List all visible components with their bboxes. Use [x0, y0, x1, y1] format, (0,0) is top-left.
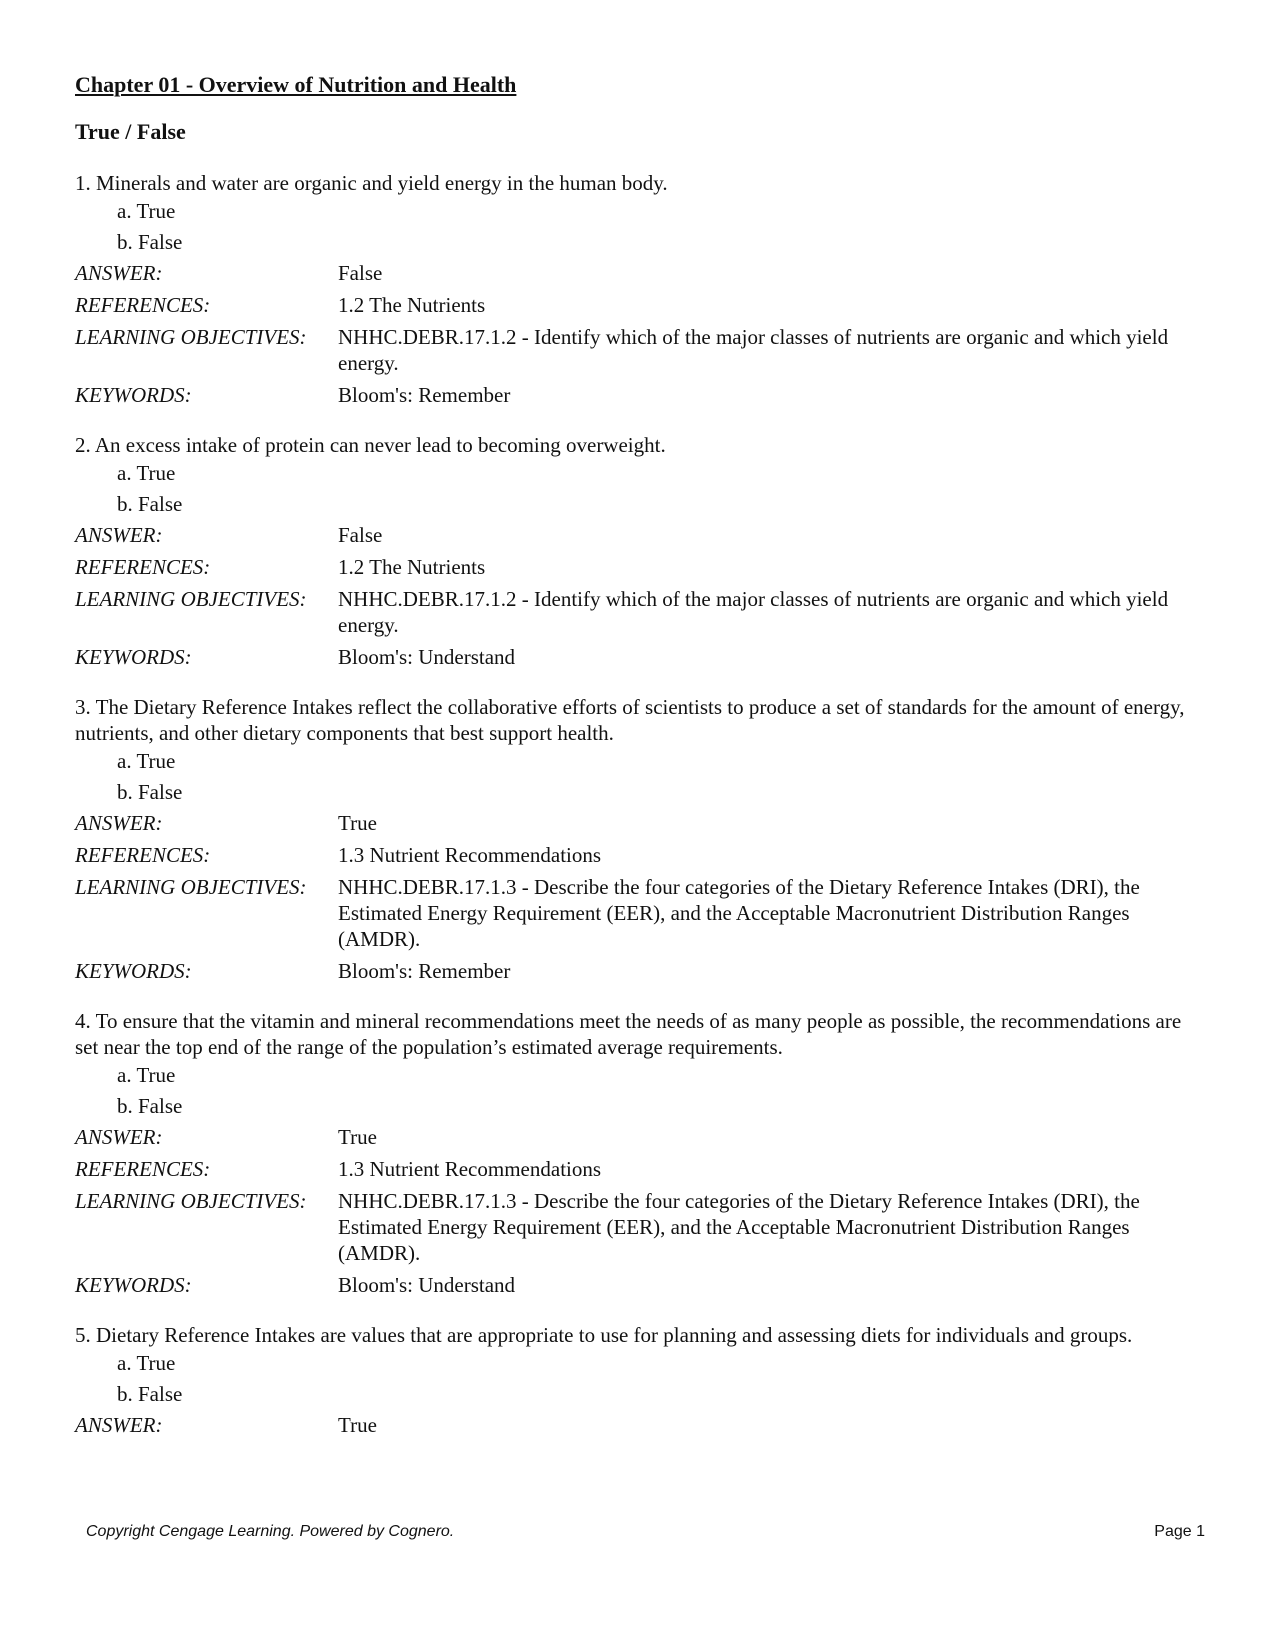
references-row	[75, 842, 1205, 868]
learning-objectives-value: NHHC.DEBR.17.1.2 - Identify which of the major classes of nutrients are organic and which yield energy.	[338, 325, 1169, 375]
learning-objectives-row	[75, 1188, 1205, 1266]
option-false: b. False	[117, 1094, 183, 1118]
learning-objectives-value: NHHC.DEBR.17.1.3 - Describe the four categories of the Dietary Reference Intakes (DRI), the Estimated Energy Requirement (EER), and the Acceptable Macronutrient Distribution Ranges (AMDR).	[338, 1189, 1140, 1265]
keywords-row	[75, 644, 1205, 670]
option-false: b. False	[117, 780, 183, 804]
answer-label: ANSWER:	[75, 523, 163, 547]
answer-value: True	[338, 811, 377, 835]
references-label: REFERENCES:	[75, 843, 211, 867]
answer-value: True	[338, 1413, 377, 1437]
references-label: REFERENCES:	[75, 555, 211, 579]
answer-row	[75, 1412, 1205, 1438]
keywords-value: Bloom's: Remember	[338, 383, 511, 407]
learning-objectives-label: LEARNING OBJECTIVES:	[75, 875, 307, 899]
footer-page-number: Page 1	[1154, 1523, 1205, 1540]
references-value: 1.2 The Nutrients	[338, 293, 486, 317]
answer-value: False	[338, 523, 383, 547]
question-2	[75, 432, 1205, 670]
answer-label: ANSWER:	[75, 261, 163, 285]
option-false: b. False	[117, 492, 183, 516]
keywords-label: KEYWORDS:	[75, 1273, 192, 1297]
references-label: REFERENCES:	[75, 293, 211, 317]
question-1	[75, 170, 1205, 408]
question-text: 4. To ensure that the vitamin and mineral recommendations meet the needs of as many people as possible, the recommendations are set near the top end of the range of the population’s estimated average requirements.	[75, 1009, 1182, 1059]
references-row	[75, 554, 1205, 580]
section-title: True / False	[75, 119, 186, 144]
question-text: 2. An excess intake of protein can never lead to becoming overweight.	[75, 433, 666, 457]
keywords-value: Bloom's: Understand	[338, 1273, 516, 1297]
references-label: REFERENCES:	[75, 1157, 211, 1181]
option-true: a. True	[117, 199, 176, 223]
keywords-label: KEYWORDS:	[75, 383, 192, 407]
question-text: 1. Minerals and water are organic and yield energy in the human body.	[75, 171, 668, 195]
option-false: b. False	[117, 1382, 183, 1406]
answer-row	[75, 260, 1205, 286]
answer-label: ANSWER:	[75, 1125, 163, 1149]
references-value: 1.2 The Nutrients	[338, 555, 486, 579]
learning-objectives-label: LEARNING OBJECTIVES:	[75, 587, 307, 611]
answer-row	[75, 810, 1205, 836]
option-true: a. True	[117, 1063, 176, 1087]
question-4	[75, 1008, 1205, 1298]
question-text: 3. The Dietary Reference Intakes reflect the collaborative efforts of scientists to produce a set of standards for the amount of energy, nutrients, and other dietary components that best support health.	[75, 695, 1185, 745]
answer-row	[75, 522, 1205, 548]
learning-objectives-row	[75, 874, 1205, 952]
learning-objectives-value: NHHC.DEBR.17.1.2 - Identify which of the major classes of nutrients are organic and which yield energy.	[338, 587, 1169, 637]
keywords-row	[75, 382, 1205, 408]
option-true: a. True	[117, 1351, 176, 1375]
answer-value: False	[338, 261, 383, 285]
answer-row	[75, 1124, 1205, 1150]
learning-objectives-label: LEARNING OBJECTIVES:	[75, 325, 307, 349]
references-value: 1.3 Nutrient Recommendations	[338, 1157, 602, 1181]
question-list	[75, 170, 1205, 1462]
question-3	[75, 694, 1205, 984]
option-false: b. False	[117, 230, 183, 254]
learning-objectives-value: NHHC.DEBR.17.1.3 - Describe the four categories of the Dietary Reference Intakes (DRI), the Estimated Energy Requirement (EER), and the Acceptable Macronutrient Distribution Ranges (AMDR).	[338, 875, 1140, 951]
keywords-value: Bloom's: Understand	[338, 645, 516, 669]
keywords-label: KEYWORDS:	[75, 645, 192, 669]
keywords-label: KEYWORDS:	[75, 959, 192, 983]
answer-label: ANSWER:	[75, 811, 163, 835]
references-value: 1.3 Nutrient Recommendations	[338, 843, 602, 867]
learning-objectives-label: LEARNING OBJECTIVES:	[75, 1189, 307, 1213]
learning-objectives-row	[75, 586, 1205, 638]
learning-objectives-row	[75, 324, 1205, 376]
keywords-value: Bloom's: Remember	[338, 959, 511, 983]
option-true: a. True	[117, 461, 176, 485]
chapter-title: Chapter 01 - Overview of Nutrition and Health	[75, 72, 517, 97]
answer-value: True	[338, 1125, 377, 1149]
answer-label: ANSWER:	[75, 1413, 163, 1437]
references-row	[75, 292, 1205, 318]
question-5	[75, 1322, 1205, 1438]
footer-copyright: Copyright Cengage Learning. Powered by Cognero.	[86, 1523, 455, 1540]
keywords-row	[75, 1272, 1205, 1298]
option-true: a. True	[117, 749, 176, 773]
question-text: 5. Dietary Reference Intakes are values that are appropriate to use for planning and assessing diets for individuals and groups.	[75, 1323, 1133, 1347]
keywords-row	[75, 958, 1205, 984]
references-row	[75, 1156, 1205, 1182]
